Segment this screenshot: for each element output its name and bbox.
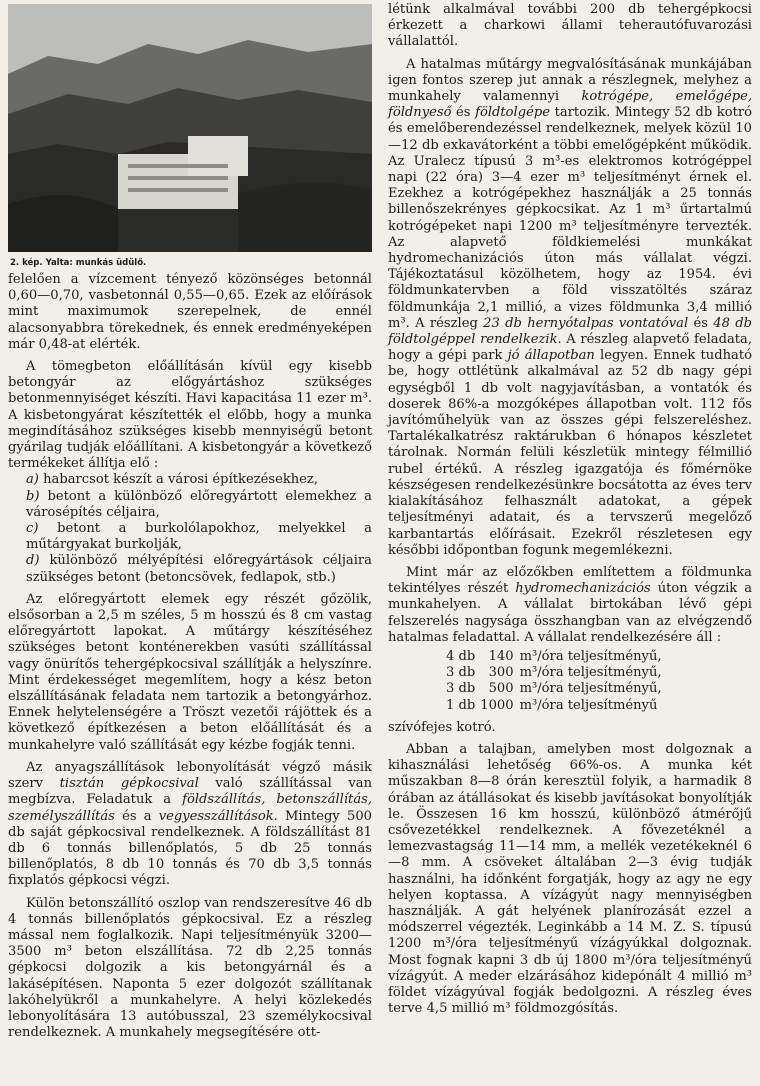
fleet-rate: 500: [488, 681, 514, 697]
left-column: [8, 0, 372, 1041]
fleet-count: 4 db: [446, 648, 476, 664]
list-item: [8, 553, 372, 585]
text-run: és a: [114, 808, 159, 824]
text-run: legyen. Ennek tudható be, hogy ottlétünk alkalmával az 52 db nagy gépi egységből 1 db volt nagyjavításban, a vontatók és doserek 86%-a mozgóképes állapotban volt. 112 fős javítóműhelyük van az összes gépi felszereléshez. Tartalékalkatrész raktárukban 6 hónapos készletet tárolnak. Normán felüli készletük mintegy félmillió rubel értékű. A részleg igazgatója és főmérnöke készségesen rendelkezésünkre bocsátotta az éves terv kialakításához felhasznált adatokat, a gépek teljesítményi adatait, és a tervszerű megelőző karbantartás előírásait. Ezekről részletesen egy későbbi időpontban fogunk megemlékezni.: [388, 348, 752, 558]
italic-run: tisztán gépkocsival: [59, 776, 199, 792]
fleet-unit: m³/óra teljesítményű,: [519, 648, 662, 664]
italic-run: 23 db hernyótalpas vontatóval: [483, 315, 689, 331]
list-item-text: habarcsot készít a városi építkezésekhez,: [43, 472, 318, 488]
list-marker: b): [26, 488, 40, 504]
yalta-photo-drawing: [8, 4, 372, 252]
paragraph: létünk alkalmával további 200 db tehergépkocsi érkezett a charkowi állami teherautófuvarozási vállalattól.: [388, 2, 752, 50]
dredger-fleet-table: [446, 649, 667, 714]
fleet-count: 3 db: [446, 681, 476, 697]
paragraph: [388, 565, 752, 646]
list-item-text: betont a burkolólapokhoz, melyekkel a műtárgyakat burkolják,: [26, 521, 372, 553]
figure-caption: 2. kép. Yalta: munkás üdülő.: [10, 258, 147, 268]
paragraph: [8, 760, 372, 890]
paragraph: Az előregyártott elemek egy részét gőzölik, elsősorban a 2,5 m széles, 5 m hosszú és 8 cm vastag előregyártott lapokat. A műtárgy készítéséhez szükséges betont konténerekben vasúti szállítással vagy önürítős tehergépkocsival szállítják a helyszínre. Mint érdekességet megemlítem, hogy a kész beton elszállításának feladata nem tartozik a betongyárhoz. Ennek helytelenségére a Tröszt vezetői rájöttek és a következő építkezésen a beton előállítását és a munkahelyre való szállítását egy kézbe fogják tenni.: [8, 591, 372, 753]
text-run: való szállítással van megbízva. Feladatuk a: [8, 776, 372, 808]
table-row: [446, 649, 667, 665]
italic-run: 48 db földtolgéppel rendelkezik.: [388, 315, 753, 348]
fleet-tail: szívófejes kotró.: [388, 719, 496, 735]
text-run: Az anyagszállítások lebonyolítását végző másik szerv: [8, 759, 372, 792]
table-row: [446, 665, 667, 681]
list-item: [8, 489, 372, 521]
italic-run: kotrógépe, emelőgépe, földnyeső: [388, 89, 752, 121]
italic-run: vegyesszállítások.: [158, 808, 278, 824]
paragraph: felelően a vízcement tényező közönséges betonnál 0,60—0,70, vasbetonnál 0,55—0,65. Ezek az előírások mint maximumok szerepelnek, de ennél alacsonyabbra törekednek, és ennek eredményeképen már 0,48-at elérték.: [8, 272, 372, 352]
paragraph: A tömegbeton előállításán kívül egy kisebb betongyár az előgyártáshoz szükséges betonmennyiséget készíti. Havi kapacitása 11 ezer m³. A kisbetongyárat készítették el előbb, hogy a munka megindításához szükséges kisebb mennyiségű betont gyárilag tudják előállítani. A kisbetongyár a következő termékeket állítja elő :: [8, 359, 372, 472]
right-column: [388, 2, 752, 1017]
table-row: [446, 698, 667, 714]
italic-run: földszállítás, betonszállítás, személyszállítás: [8, 792, 373, 824]
fleet-rate: 140: [488, 648, 514, 664]
list-marker: d): [26, 553, 40, 569]
fleet-unit: m³/óra teljesítményű,: [519, 681, 662, 697]
text-run: Mintegy 500 db saját gépkocsival rendelkeznek. A földszállítást 81 db 6 tonnás billenőplatós, 5 db 25 tonnás billenőplatós, 8 db 10 tonnás és 70 db 3,5 tonnás fixplatós gépkocsi végzi.: [8, 808, 372, 889]
text-run: tartozik. Mintegy 52 db kotró és emelőberendezéssel rendelkeznek, melyek közül 10—12 db exkavátorként a többi emelőgépként működik. Az Uralecz típusú 3 m³-es elektromos kotrógéppel napi (22 óra) 3—4 ezer m³ teljesítményt érnek el. Ezekhez a kotrógépekhez használják a 25 tonnás billenőszekrényes gépkocsikat. Az 1 m³ űrtartalmú kotrógépeket napi 1200 m³ teljesítményre tervezték. Az alapvető földkiemelési munkákat hydromechanizációs úton más vállalat végzi. Tájékoztatásul közölhetem, hogy az 1954. évi földmunkatervben a föld visszatöltés száraz földmunkája 2,1 millió, a vizes földmunka 3,4 millió m³. A részleg: [388, 105, 752, 331]
text-run: és: [451, 105, 476, 121]
italic-run: hydromechanizációs: [515, 581, 651, 597]
list-marker: a): [26, 472, 39, 488]
list-item: [8, 472, 372, 488]
fleet-count: 1 db: [446, 697, 476, 713]
text-run: A hatalmas műtárgy megvalósításának munkájában igen fontos szerep jut annak a részlegnek, melyhez a munkahely valamennyi: [388, 56, 752, 105]
italic-run: jó állapotban: [507, 348, 595, 364]
yalta-photo: [8, 4, 372, 252]
fleet-rate: 300: [488, 665, 514, 681]
fleet-unit: m³/óra teljesítményű: [519, 697, 658, 713]
fleet-rate: 1000: [480, 697, 514, 713]
fleet-count: 3 db: [446, 665, 476, 681]
list-marker: c): [26, 521, 39, 537]
fleet-unit: m³/óra teljesítményű,: [519, 665, 662, 681]
text-run: és: [688, 315, 714, 331]
italic-run: földtolgépe: [475, 105, 551, 121]
list-item-text: különböző mélyépítési előregyártások céljaira szükséges betont (betoncsövek, fedlapok, stb.): [26, 553, 372, 585]
text-run: Mint már az előzőkben említettem a földmunka tekintélyes részét: [388, 564, 752, 597]
text-run: A részleg alapvető feladata, hogy a gépi park: [388, 332, 753, 364]
list-item-text: betont a különböző előregyártott elemekhez a városépítés céljaira,: [26, 488, 372, 520]
list-item: [8, 521, 372, 553]
paragraph: [388, 57, 752, 559]
table-row: [446, 681, 667, 697]
paragraph: Abban a talajban, amelyben most dolgoznak a kihasználási lehetőség 66%-os. A munka két műszakban 8—8 órán keresztül folyik, a harmadik 8 órában az átállásokat és kisebb javításokat bonyolítják le. Összesen 16 km hosszú, különböző átmérőjű csővezetékkel rendelkeznek. A fővezetéknél a lemezvastagság 11—14 mm, a mellék vezetékeknél 6—8 mm. A csöveket általában 2—3 évig tudják használni, ha időnként forgatják, hogy az agy ne egy helyen koptassa. A vízágyút nagy mennyiségben használják. A gát helyének planírozását ezzel a módszerrel végezték. Leginkább a 14 M. Z. S. típusú 1200 m³/óra teljesítményű vízágyúkkal dolgoznak. Most fognak kapni 3 db új 1800 m³/óra teljesítményű vízágyút. A meder elzárásához kidepónált 4 millió m³ földet vízágyúval fogják bedolgozni. A részleg éves terve 4,5 millió m³ földmozgósítás.: [388, 741, 752, 1017]
paragraph: Külön betonszállító oszlop van rendszeresítve 46 db 4 tonnás billenőplatós gépkocsival. Ez a részleg mással nem foglalkozik. Napi teljesítményük 3200—3500 m³ beton elszállítása. 72 db 2,25 tonnás gépkocsi dolgozik a kis betongyárnál és a lakásépítésen. Naponta 5 ezer dolgozót szállítanak lakóhelyükről a munkahelyre. A helyi közlekedés lebonyolítására 13 autóbusszal, 23 személykocsival rendelkeznek. A munkahely megsegítésére ott-: [8, 895, 372, 1041]
text-run: úton végzik a munkahelyen. A vállalat birtokában lévő gépi felszerelés nagysága összhangban van az elvégzendő hatalmas feladattal. A vállalat rendelkezésére áll :: [388, 581, 753, 645]
